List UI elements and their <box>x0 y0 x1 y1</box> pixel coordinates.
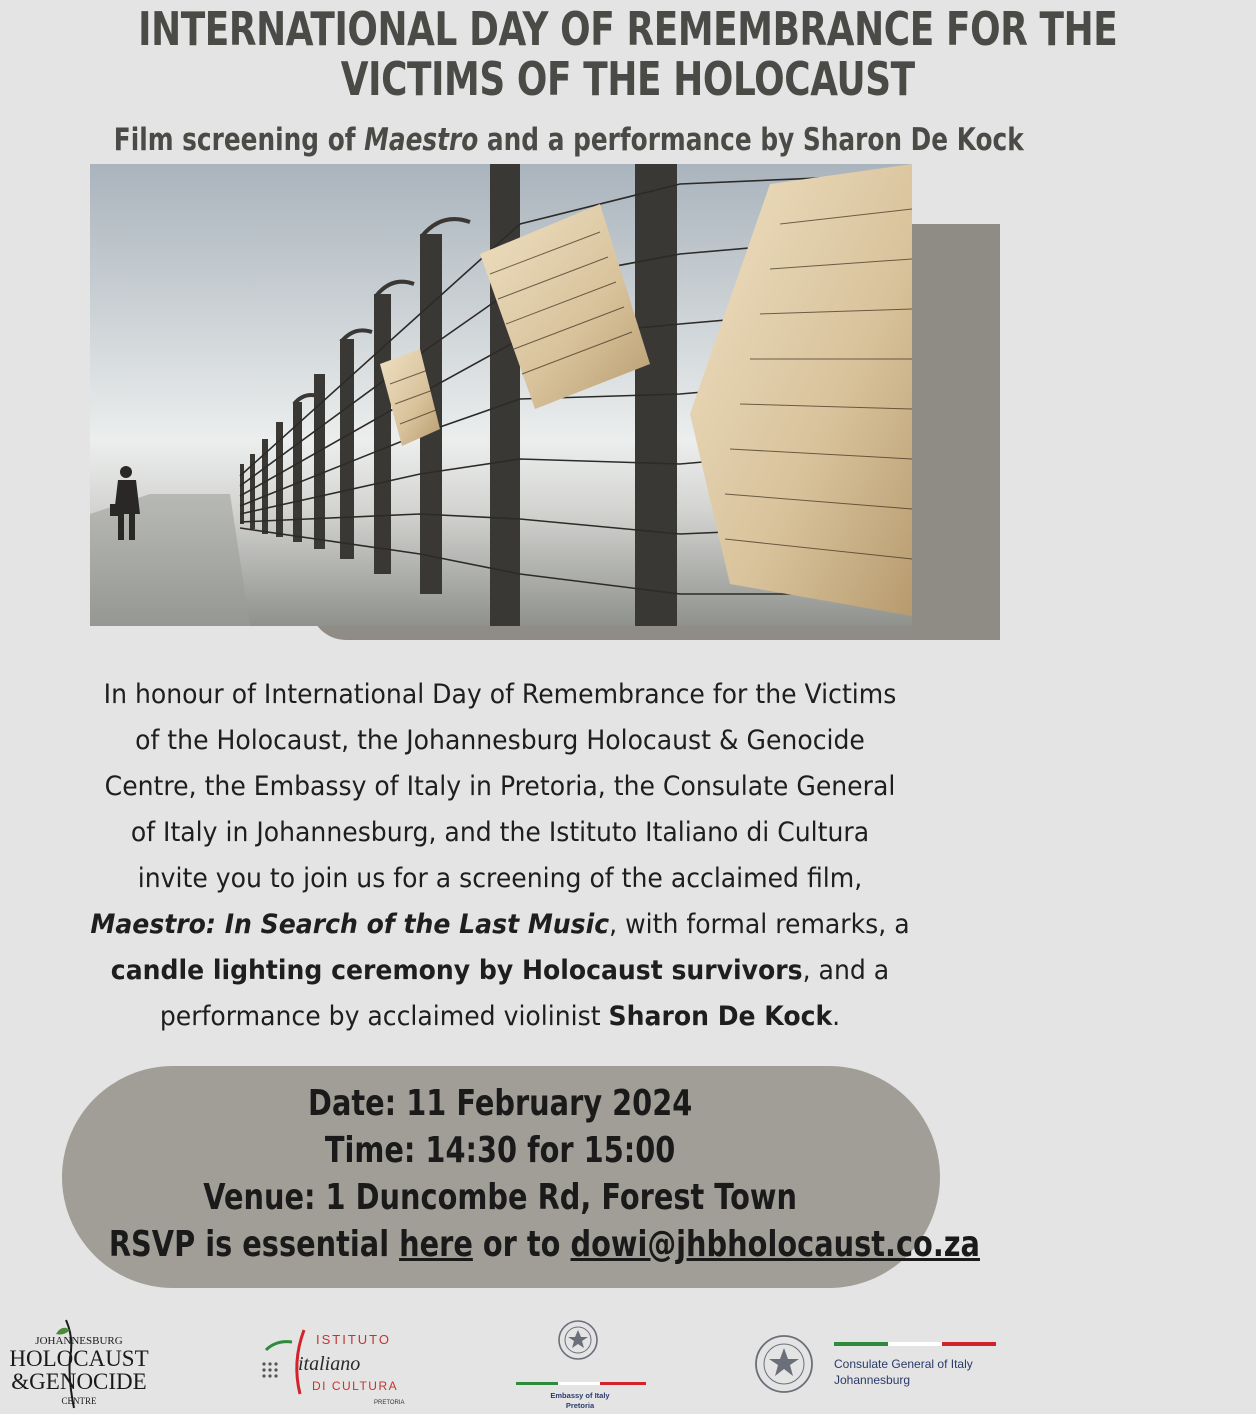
consulate-logo <box>752 1326 998 1406</box>
jhgc-line-2: HOLOCAUST <box>9 1346 149 1371</box>
flag-green-bar <box>516 1382 558 1385</box>
flag-red-bar <box>942 1342 996 1346</box>
body-line-7-after: , and a <box>802 955 890 986</box>
subtitle <box>0 122 1024 158</box>
flag-red-bar <box>600 1382 646 1385</box>
dot-grid-icon <box>262 1362 277 1377</box>
film-still-barbed-wire-sheet-music-icon <box>90 164 912 626</box>
body-line-8-before: performance by acclaimed violinist <box>159 1001 609 1032</box>
rsvp-here-link[interactable]: here <box>399 1224 473 1265</box>
iic-line-2: italiano <box>298 1353 361 1375</box>
embassy-line-1: Embassy of Italy <box>550 1391 610 1400</box>
green-stroke-icon <box>266 1342 292 1350</box>
embassy-logo <box>512 1318 650 1412</box>
event-rsvp <box>109 1221 980 1268</box>
body-line-2: of the Holocaust, the Johannesburg Holocaust & Genocide <box>135 725 865 756</box>
event-venue: Venue: 1 Duncombe Rd, Forest Town <box>203 1177 797 1218</box>
flag-white-bar <box>558 1382 600 1385</box>
leaf-icon <box>56 1328 70 1335</box>
body-film-title: Maestro: In Search of the Last Music <box>90 909 610 940</box>
embassy-line-2: Pretoria <box>565 1401 595 1410</box>
consulate-line-1: Consulate General of Italy <box>834 1357 973 1371</box>
title-line-2: VICTIMS OF THE HOLOCAUST <box>340 52 915 106</box>
event-date: Date: 11 February 2024 <box>307 1083 693 1124</box>
iic-line-3: DI CULTURA <box>312 1379 399 1393</box>
consulate-line-2: Johannesburg <box>834 1373 911 1387</box>
body-line-4: of Italy in Johannesburg, and the Istituto Italiano di Cultura <box>130 817 870 848</box>
subtitle-film-title: Maestro <box>364 122 479 158</box>
iic-line-4: PRETORIA <box>374 1400 405 1406</box>
body-line-3: Centre, the Embassy of Italy in Pretoria, the Consulate General <box>104 771 896 802</box>
rsvp-email-link[interactable]: dowi@jhbholocaust.co.za <box>570 1224 980 1265</box>
flag-green-bar <box>834 1342 888 1346</box>
jhgc-line-4: CENTRE <box>61 1396 97 1406</box>
iic-logo <box>256 1322 414 1406</box>
body-line-6-after: , with formal remarks, a <box>609 909 910 940</box>
rsvp-text: RSVP is essential <box>108 1224 400 1265</box>
jhgc-line-3: &GENOCIDE <box>11 1369 147 1394</box>
title-line-1: INTERNATIONAL DAY OF REMEMBRANCE FOR THE <box>138 2 1118 56</box>
body-performer: Sharon De Kock <box>608 1001 833 1032</box>
jhgc-line-1: JOHANNESBURG <box>35 1335 123 1347</box>
body-line-1: In honour of International Day of Remembrance for the Victims <box>103 679 897 710</box>
flag-white-bar <box>888 1342 942 1346</box>
event-time: Time: 14:30 for 15:00 <box>324 1130 676 1171</box>
event-details <box>0 1080 1000 1268</box>
body-line-5: invite you to join us for a screening of the acclaimed film, <box>137 863 863 894</box>
italian-emblem-icon <box>559 1321 597 1359</box>
subtitle-before: Film screening of <box>113 122 365 158</box>
film-still-image <box>90 164 912 626</box>
body-ceremony: candle lighting ceremony by Holocaust survivors <box>110 955 803 986</box>
italian-emblem-icon <box>756 1336 812 1392</box>
invitation-text <box>40 672 960 1040</box>
page-title <box>0 2 1118 106</box>
rsvp-middle-text: or to <box>472 1224 571 1265</box>
body-line-8-after: . <box>832 1001 841 1032</box>
subtitle-after: and a performance by Sharon De Kock <box>478 122 1024 158</box>
jhgc-logo <box>4 1318 154 1410</box>
iic-line-1: ISTITUTO <box>316 1332 391 1347</box>
